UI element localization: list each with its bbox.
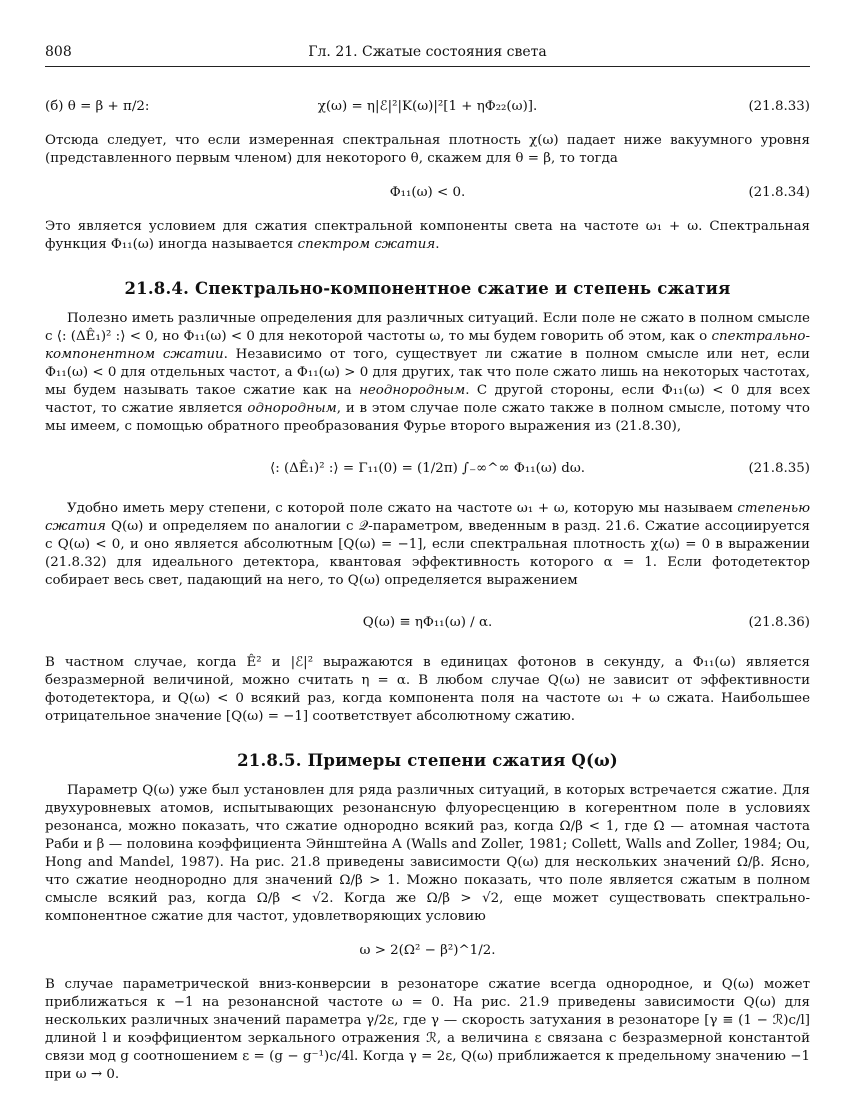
equation-number: (21.8.36) xyxy=(748,615,810,630)
equation-expression: ω > 2(Ω² − β²)^1/2. xyxy=(359,943,496,958)
page-number: 808 xyxy=(45,44,72,60)
term-emphasis: степенью сжатия xyxy=(45,501,810,534)
equation-case-label: (б) θ = β + π/2: xyxy=(45,99,150,114)
paragraph: В частном случае, когда Ê² и |ℰ|² выражаются в единицах фотонов в секунду, а Φ₁₁(ω) является безразмерной величиной, можно считать η = α. В любом случае Q(ω) не зависит от эффективности фотодетектора, и Q(ω) < 0 всякий раз, когда компонента поля на частоте ω₁ + ω сжата. Наибольшее отрицательное значение [Q(ω) = −1] соответствует абсолютному сжатию. xyxy=(45,655,810,724)
equation-number: (21.8.34) xyxy=(748,185,810,200)
text-run: . Независимо от того, существует ли сжатие в полном смысле или нет, если Φ₁₁(ω) < 0 для отдельных частот, а Φ₁₁(ω) > 0 для других, так что поле сжато лишь на некоторых частотах, мы будем называть такое сжатие как на xyxy=(45,347,810,398)
equation-21-8-33 xyxy=(45,96,810,118)
term-emphasis: неоднородным xyxy=(359,383,466,398)
text-run: Это является условием для сжатия спектральной компоненты света на частоте ω₁ + ω. Спектральная функция Φ₁₁(ω) иногда называется xyxy=(45,219,810,252)
page-body xyxy=(45,82,810,1084)
running-title: Гл. 21. Сжатые состояния света xyxy=(308,44,547,60)
term-emphasis: спектрально-компонентном сжатии xyxy=(45,329,810,362)
equation-expression: ⟨: (ΔÊ₁)² :⟩ = Γ₁₁(0) = (1/2π) ∫₋∞^∞ Φ₁₁(ω) dω. xyxy=(269,461,586,476)
equation-number: (21.8.35) xyxy=(748,461,810,476)
paragraph: Параметр Q(ω) уже был установлен для ряда различных ситуаций, в которых встречается сжатие. Для двухуровневых атомов, испытывающих резонансную флуоресценцию в когерентном поле в условиях резонанса, можно показать, что сжатие однородно всякий раз, когда Ω/β < 1, где Ω — атомная частота Раби и β — половина коэффициента Эйнштейна A (Walls and Zoller, 1981; Collett, Walls and Zoller, 1984; Ou, Hong and Mandel, 1987). На рис. 21.8 приведены зависимости Q(ω) для нескольких значений Ω/β. Ясно, что сжатие неоднородно для значений Ω/β > 1. Можно показать, что поле является сжатым в полном смысле всякий раз, когда Ω/β < √2. Когда же Ω/β > √2, еще может существовать спектрально-компонентное сжатие для частот, удовлетворяющих условию xyxy=(45,783,810,924)
equation-expression: Φ₁₁(ω) < 0. xyxy=(389,185,466,200)
section-heading: 21.8.5. Примеры степени сжатия Q(ω) xyxy=(237,751,618,770)
equation-number: (21.8.33) xyxy=(748,99,810,114)
equation-21-8-35 xyxy=(45,448,810,488)
equation-condition xyxy=(45,940,810,962)
paragraph xyxy=(45,500,810,590)
page-header xyxy=(45,44,810,64)
text-run: . С другой стороны, если Φ₁₁(ω) < 0 для всех частот, то сжатие является xyxy=(45,383,810,416)
paragraph: Отсюда следует, что если измеренная спектральная плотность χ(ω) падает ниже вакуумного уровня (представленного первым членом) для некоторого θ, скажем для θ = β, то тогда xyxy=(45,133,810,166)
paragraph xyxy=(45,310,810,436)
text-run: , и в этом случае поле сжато также в полном смысле, потому что мы имеем, с помощью обратного преобразования Фурье второго выражения из (21.8.30), xyxy=(45,401,810,434)
equation-expression: Q(ω) ≡ ηΦ₁₁(ω) / α. xyxy=(362,615,493,630)
section-heading: 21.8.4. Спектрально-компонентное сжатие и степень сжатия xyxy=(124,279,731,298)
term-emphasis: однородным xyxy=(247,401,337,416)
text-run: Удобно иметь меру степени, с которой поле сжато на частоте ω₁ + ω, которую мы называем xyxy=(67,501,738,516)
paragraph xyxy=(45,218,810,254)
equation-21-8-34 xyxy=(45,182,810,204)
text-run: Полезно иметь различные определения для различных ситуаций. Если поле не сжато в полном смысле с ⟨: (ΔÊ₁)² :⟩ < 0, но Φ₁₁(ω) < 0 для некоторой частоты ω, то мы будем говорить об этом, как о xyxy=(45,311,810,344)
equation-21-8-36 xyxy=(45,602,810,642)
paragraph: В случае параметрической вниз-конверсии в резонаторе сжатие всегда однородное, и Q(ω) может приближаться к −1 на резонансной частоте ω = 0. На рис. 21.9 приведены зависимости Q(ω) для нескольких различных значений параметра γ/2ε, где γ — скорость затухания в резонаторе [γ ≡ (1 − ℛ)c/l] длиной l и коэффициентом зеркального отражения ℛ, а величина ε связана с безразмерной константой связи мод g соотношением ε = (g − g⁻¹)c/4l. Когда γ = 2ε, Q(ω) приближается к предельному значению −1 при ω → 0. xyxy=(45,977,810,1082)
header-rule xyxy=(45,66,810,67)
equation-expression: χ(ω) = η|ℰ|²|K(ω)|²[1 + ηΦ₂₂(ω)]. xyxy=(317,99,538,114)
text-run: . xyxy=(435,237,440,252)
text-run: Q(ω) и определяем по аналогии с 𝒬-параметром, введенным в разд. 21.6. Сжатие ассоциируется с Q(ω) < 0, и оно является абсолютным [Q(ω) = −1], если спектральная плотность χ(ω) = 0 в выражении (21.8.32) для идеального детектора, квантовая эффективность которого α = 1. Если фотодетектор собирает весь свет, падающий на него, то Q(ω) определяется выражением xyxy=(45,519,810,588)
term-emphasis: спектром сжатия xyxy=(297,237,436,252)
